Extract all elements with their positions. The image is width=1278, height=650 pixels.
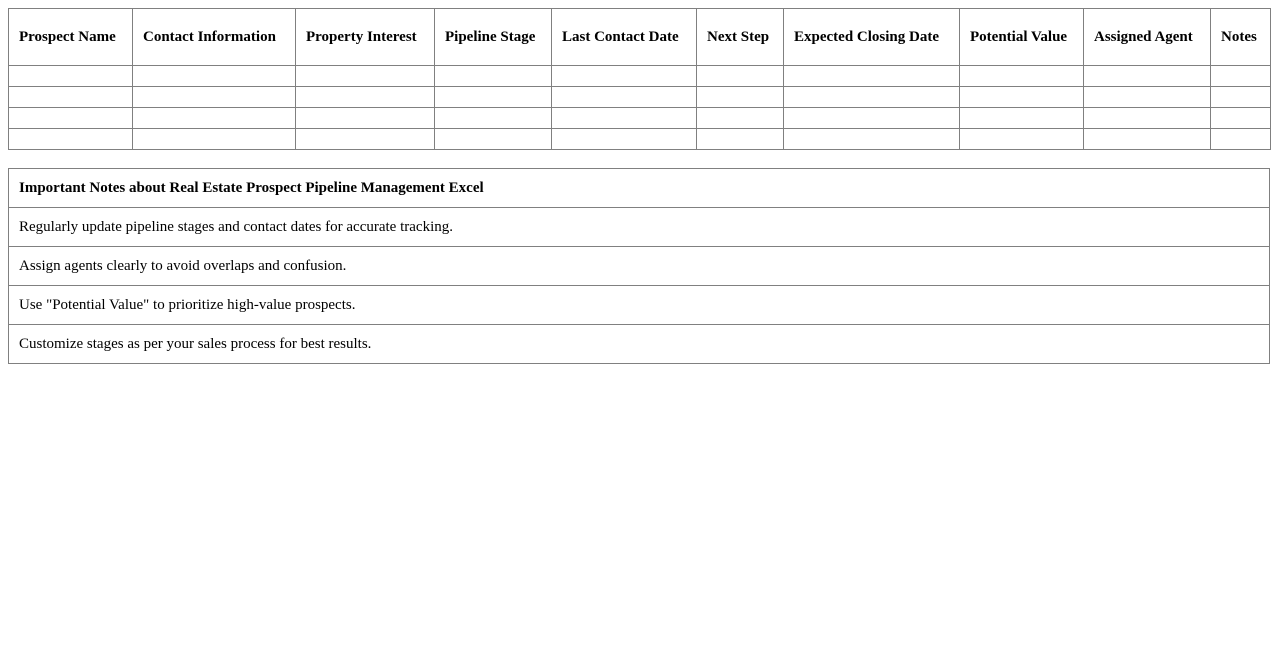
table-cell[interactable]: [697, 129, 784, 150]
table-cell[interactable]: [697, 66, 784, 87]
header-expected-closing-date: Expected Closing Date: [784, 9, 960, 66]
table-row: [9, 129, 1271, 150]
table-cell[interactable]: [1211, 87, 1271, 108]
table-cell[interactable]: [9, 108, 133, 129]
table-cell[interactable]: [960, 108, 1084, 129]
important-notes-table: [8, 168, 1270, 364]
page-content: [8, 8, 1270, 364]
table-cell[interactable]: [1084, 66, 1211, 87]
table-row: [9, 66, 1271, 87]
table-cell[interactable]: [435, 66, 552, 87]
table-row: [9, 87, 1271, 108]
note-item: Customize stages as per your sales process for best results.: [9, 325, 1270, 364]
table-cell[interactable]: [296, 129, 435, 150]
table-cell[interactable]: [1084, 108, 1211, 129]
table-cell[interactable]: [1211, 66, 1271, 87]
note-row: [9, 247, 1270, 286]
header-contact-information: Contact Information: [133, 9, 296, 66]
table-cell[interactable]: [697, 87, 784, 108]
table-cell[interactable]: [784, 129, 960, 150]
table-cell[interactable]: [960, 129, 1084, 150]
table-cell[interactable]: [1084, 87, 1211, 108]
table-cell[interactable]: [1211, 108, 1271, 129]
table-cell[interactable]: [133, 108, 296, 129]
table-cell[interactable]: [133, 66, 296, 87]
table-cell[interactable]: [435, 108, 552, 129]
table-cell[interactable]: [552, 108, 697, 129]
table-cell[interactable]: [9, 66, 133, 87]
table-cell[interactable]: [784, 87, 960, 108]
note-item: Use "Potential Value" to prioritize high-value prospects.: [9, 286, 1270, 325]
note-row: [9, 286, 1270, 325]
table-cell[interactable]: [296, 87, 435, 108]
prospect-pipeline-table: [8, 8, 1271, 150]
table-row: [9, 108, 1271, 129]
header-potential-value: Potential Value: [960, 9, 1084, 66]
table-cell[interactable]: [784, 66, 960, 87]
table-cell[interactable]: [960, 66, 1084, 87]
table-cell[interactable]: [133, 87, 296, 108]
header-notes: Notes: [1211, 9, 1271, 66]
table-cell[interactable]: [435, 129, 552, 150]
header-property-interest: Property Interest: [296, 9, 435, 66]
table-cell[interactable]: [697, 108, 784, 129]
header-pipeline-stage: Pipeline Stage: [435, 9, 552, 66]
note-row: [9, 325, 1270, 364]
note-item: Assign agents clearly to avoid overlaps and confusion.: [9, 247, 1270, 286]
table-cell[interactable]: [784, 108, 960, 129]
table-cell[interactable]: [960, 87, 1084, 108]
header-next-step: Next Step: [697, 9, 784, 66]
table-cell[interactable]: [1084, 129, 1211, 150]
header-prospect-name: Prospect Name: [9, 9, 133, 66]
table-cell[interactable]: [435, 87, 552, 108]
notes-heading: Important Notes about Real Estate Prospect Pipeline Management Excel: [9, 169, 1270, 208]
table-cell[interactable]: [9, 129, 133, 150]
header-last-contact-date: Last Contact Date: [552, 9, 697, 66]
table-cell[interactable]: [296, 108, 435, 129]
table-cell[interactable]: [552, 129, 697, 150]
table-cell[interactable]: [552, 66, 697, 87]
table-header-row: [9, 9, 1271, 66]
table-cell[interactable]: [296, 66, 435, 87]
table-cell[interactable]: [1211, 129, 1271, 150]
note-item: Regularly update pipeline stages and contact dates for accurate tracking.: [9, 208, 1270, 247]
table-cell[interactable]: [133, 129, 296, 150]
header-assigned-agent: Assigned Agent: [1084, 9, 1211, 66]
note-row: [9, 208, 1270, 247]
notes-heading-row: [9, 169, 1270, 208]
table-cell[interactable]: [552, 87, 697, 108]
table-cell[interactable]: [9, 87, 133, 108]
